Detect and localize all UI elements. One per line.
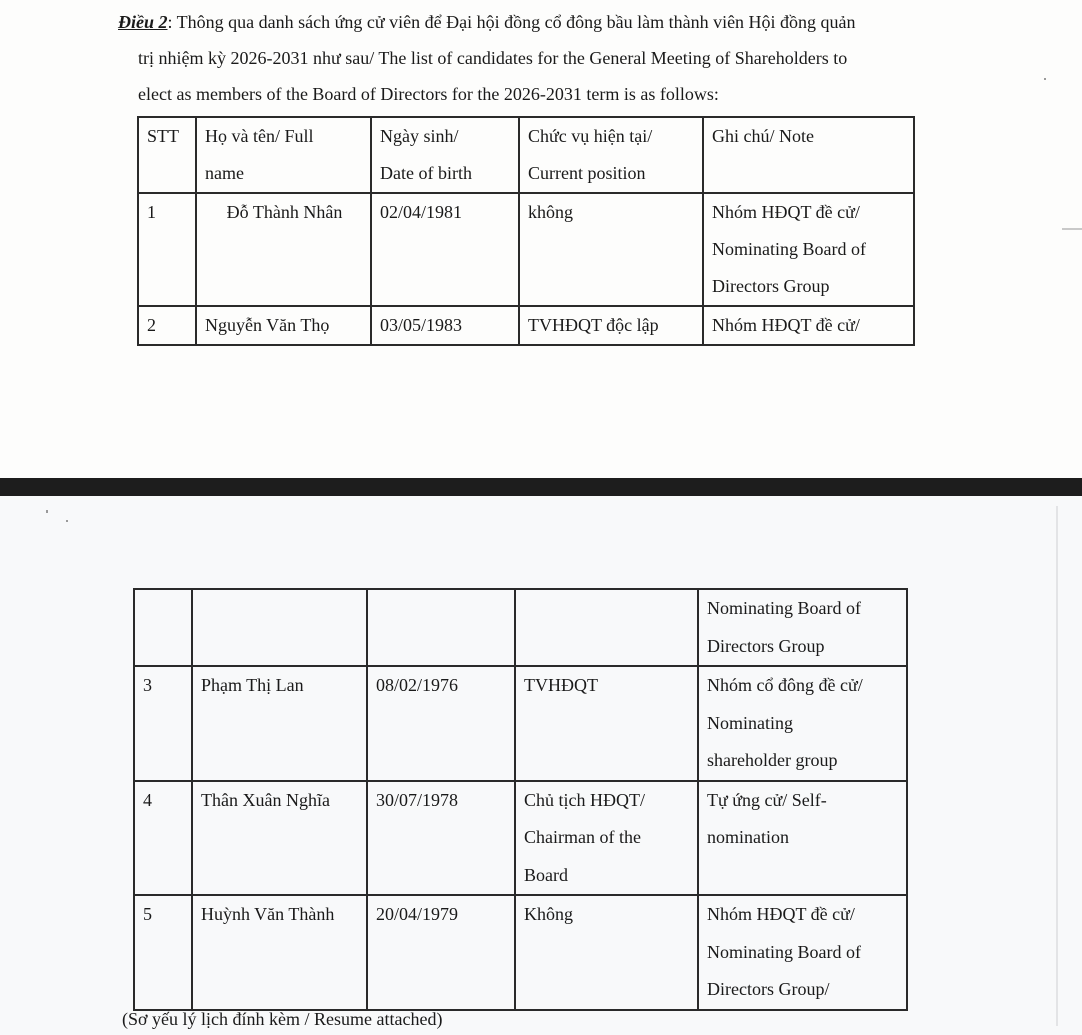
cell-name: Đỗ Thành Nhân: [196, 193, 371, 306]
cell-dob: 30/07/1978: [367, 781, 515, 896]
cell-position: không: [519, 193, 703, 306]
cell-note: Nominating Board of Directors Group: [698, 589, 907, 666]
cell-name: Huỳnh Văn Thành: [192, 895, 367, 1010]
header-dob: Ngày sinh/ Date of birth: [371, 117, 519, 193]
cell-name: Thân Xuân Nghĩa: [192, 781, 367, 896]
cell-stt: [134, 589, 192, 666]
table-row: [134, 666, 907, 781]
scan-speck: [66, 520, 68, 522]
cell-dob: 08/02/1976: [367, 666, 515, 781]
cell-stt: 3: [134, 666, 192, 781]
cell-note: Nhóm HĐQT đề cử/ Nominating Board of Directors Group/: [698, 895, 907, 1010]
cell-name: Phạm Thị Lan: [192, 666, 367, 781]
cell-position: [515, 589, 698, 666]
article-text-line-3: elect as members of the Board of Directors for the 2026-2031 term is as follows:: [138, 84, 719, 104]
header-note: Ghi chú/ Note: [703, 117, 914, 193]
cell-stt: 2: [138, 306, 196, 345]
article-text-line-1: : Thông qua danh sách ứng cử viên để Đại hội đồng cổ đông bầu làm thành viên Hội đồng quản: [167, 12, 856, 32]
cell-note: Nhóm cổ đông đề cử/ Nominating shareholder group: [698, 666, 907, 781]
page-separator-bar: [0, 478, 1082, 496]
table-row: [134, 895, 907, 1010]
cell-position: TVHĐQT: [515, 666, 698, 781]
cell-stt: 1: [138, 193, 196, 306]
cell-dob: 03/05/1983: [371, 306, 519, 345]
table-row-continuation: [134, 589, 907, 666]
table-row: [134, 781, 907, 896]
table-header-row: [138, 117, 914, 193]
cell-dob: [367, 589, 515, 666]
cell-note: Tự ứng cử/ Self- nomination: [698, 781, 907, 896]
header-stt: STT: [138, 117, 196, 193]
article-text-line-2: trị nhiệm kỳ 2026-2031 như sau/ The list of candidates for the General Meeting of Shareholders to: [138, 48, 848, 68]
header-name: Họ và tên/ Full name: [196, 117, 371, 193]
scan-speck: [46, 510, 48, 513]
cell-position: Chủ tịch HĐQT/ Chairman of the Board: [515, 781, 698, 896]
article-label: Điều 2: [118, 12, 168, 32]
cell-stt: 4: [134, 781, 192, 896]
cell-name: [192, 589, 367, 666]
document-page-top: [0, 0, 1082, 478]
cell-stt: 5: [134, 895, 192, 1010]
table-row: [138, 306, 914, 345]
page-edge-line: [1056, 506, 1058, 1026]
header-position: Chức vụ hiện tại/ Current position: [519, 117, 703, 193]
page-edge-mark: [1062, 228, 1082, 230]
article-paragraph: [118, 4, 1008, 112]
cell-position: TVHĐQT độc lập: [519, 306, 703, 345]
table-row: [138, 193, 914, 306]
cell-dob: 02/04/1981: [371, 193, 519, 306]
candidates-table-part-2: [133, 588, 908, 1011]
cell-name: Nguyễn Văn Thọ: [196, 306, 371, 345]
cell-dob: 20/04/1979: [367, 895, 515, 1010]
scan-speck: [1044, 78, 1046, 80]
cell-position: Không: [515, 895, 698, 1010]
candidates-table-part-1: [137, 116, 915, 346]
cell-note: Nhóm HĐQT đề cử/ Nominating Board of Directors Group: [703, 193, 914, 306]
resume-attached-footnote: (Sơ yếu lý lịch đính kèm / Resume attached): [122, 1009, 443, 1029]
cell-note: Nhóm HĐQT đề cử/: [703, 306, 914, 345]
